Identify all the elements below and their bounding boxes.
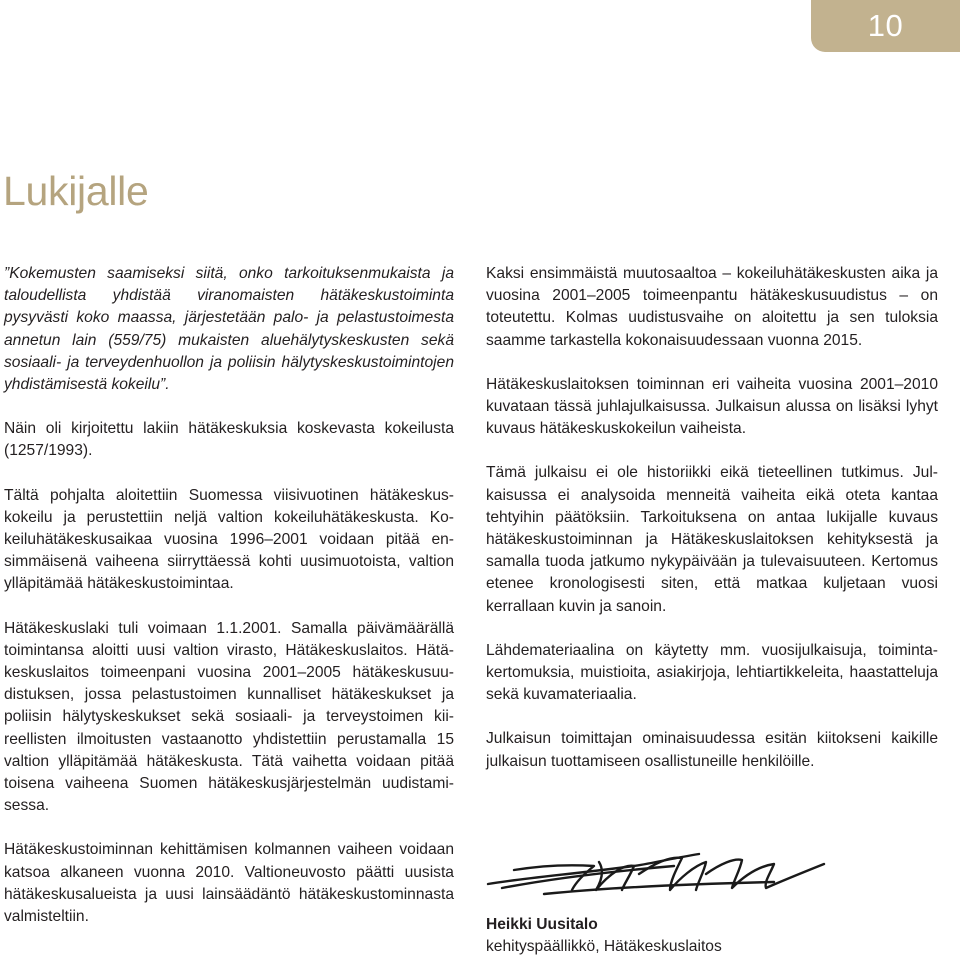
right-paragraph: Julkaisun toimittajan ominaisuudessa esitän kiitokseni kaikille julkaisun tuottamiseen osallistuneille henkilöille. xyxy=(486,730,938,770)
left-paragraph: Näin oli kirjoitettu lakiin hätäkeskuksia koskevasta kokeilusta (1257/1993). xyxy=(4,420,454,460)
intro-quote: ”Kokemusten saamiseksi siitä, onko tarkoituksenmukaista ja taloudellista yhdistää viranomaisten hätäkeskustoiminta pysyvästi koko maassa, järjestetään palo- ja pelastustoimesta annetun lain (559/75) mukaisten aluehälytyskeskusten sekä sosiaali- ja terveydenhuollon ja poliisin hälytyskeskustoimintojen yhdistämisestä kokeilu”. xyxy=(4,265,454,394)
right-column xyxy=(486,263,938,773)
right-paragraph: Lähdemateriaalina on käytetty mm. vuosijulkaisuja, toimintakertomuksia, muistioita, asiakirjoja, lehtiartikkeleita, haastatteluja sekä kuvamateriaalia. xyxy=(486,641,938,704)
right-paragraph: Hätäkeskuslaitoksen toiminnan eri vaiheita vuosina 2001–2010 kuvataan tässä juhlajulkaisussa. Julkaisun alussa on lisäksi lyhyt kuvaus hätäkeskuskokeilun vaiheista. xyxy=(486,375,938,438)
left-paragraph: Hätäkeskustoiminnan kehittämisen kolmannen vaiheen voidaan katsoa alkaneen vuonna 2010. Valtioneuvosto päätti uusista hätäkeskusalueista ja uusi lainsäädäntö hätäkeskustominnasta valmisteltiin. xyxy=(4,841,454,926)
right-paragraph: Kaksi ensimmäistä muutosaaltoa – kokeiluhätäkeskusten aika ja vuosina 2001–2005 toimeenpantu hätäkeskusuudistus – on toteutettu. Kolmas uudistusvaihe on aloitettu ja sen tuloksia saamme tarkastella kokonaisuudessaan vuonna 2015. xyxy=(486,265,938,349)
page-number-tab xyxy=(811,0,960,52)
page-number: 10 xyxy=(867,8,904,43)
signer-name: Heikki Uusitalo xyxy=(486,916,598,933)
left-paragraph: Hätäkeskuslaki tuli voimaan 1.1.2001. Samalla päivämäärällä toimintansa aloitti uusi valtion virasto, Hätäkeskuslaitos. Hätäkeskuslaitos toimeenpani vuosina 2001–2005 hätäkeskusuudistuksen, jossa pelastustoimen kunnalliset hätäkeskukset ja poliisin hälytyskeskukset sekä sosiaali- ja terveystoimen kiireellisten ilmoitusten vastaanotto yhdistettiin perustamalla 15 valtion ylläpitämää hätäkeskusta. Tätä vaihetta voidaan pitää toisena vaiheena Suomen hätäkeskusjärjestelmän uudistamisessa. xyxy=(4,619,454,815)
signer-title: kehityspäällikkö, Hätäkeskuslaitos xyxy=(486,938,722,955)
page-title: Lukijalle xyxy=(3,168,149,214)
left-paragraph: Tältä pohjalta aloitettiin Suomessa viisivuotinen hätäkeskuskokeilu ja perustettiin neljä valtion kokeiluhätäkeskusta. Kokeiluhätäkeskusaikaa vuosina 1996–2001 voidaan pitää ensimmäisenä vaiheena siirryttäessä kohti uusimuotoista, valtion ylläpitämää hätäkeskustoimintaa. xyxy=(4,486,454,593)
handwritten-signature xyxy=(484,844,864,906)
left-column xyxy=(4,263,454,928)
right-paragraph: Tämä julkaisu ei ole historiikki eikä tieteellinen tutkimus. Julkaisussa ei analysoida menneitä vaiheita eikä oteta kantaa tehtyihin päätöksiin. Tarkoituksena on antaa lukijalle kuvaus hätäkeskustoiminnan ja Hätäkeskuslaitoksen kehityksestä ja samalla tuoda jatkumo nykypäivään ja tulevaisuuteen. Kertomus etenee kronologisesti siten, että matkaa kuljetaan vuosi kerrallaan kuvin ja sanoin. xyxy=(486,464,938,615)
